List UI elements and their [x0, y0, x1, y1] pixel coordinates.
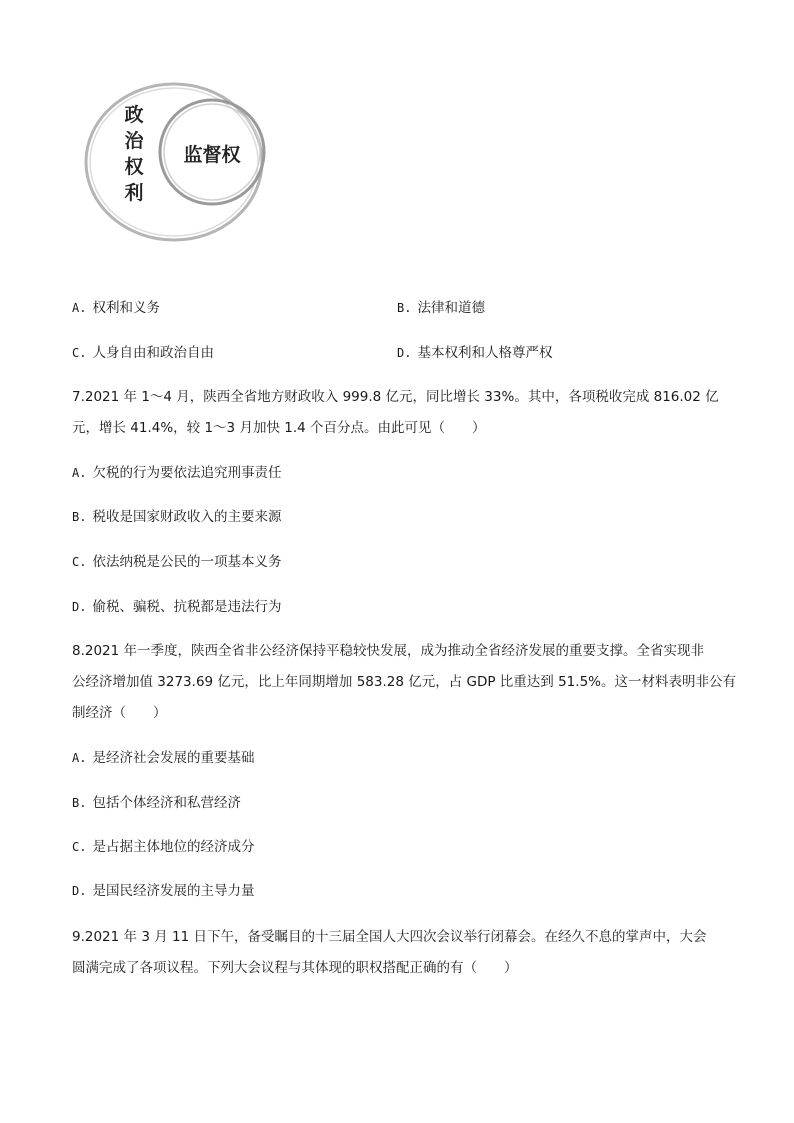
- label-char: 权: [124, 156, 144, 178]
- option-letter: A.: [72, 466, 87, 480]
- q7-option-a[interactable]: [72, 463, 281, 483]
- option-letter: D.: [72, 600, 87, 614]
- option-letter: B.: [72, 510, 87, 524]
- q9-stem-line1: 9.2021 年 3 月 11 日下午，备受瞩目的十三届全国人大四次会议举行闭幕会。在经久不息的掌声中，大会: [72, 929, 707, 945]
- q7-option-d[interactable]: [72, 597, 281, 617]
- option-text: 人身自由和政治自由: [92, 345, 214, 361]
- option-text: 欠税的行为要依法追究刑事责任: [92, 465, 282, 481]
- q8-option-a[interactable]: [72, 748, 254, 768]
- q8-stem-line2: 公经济增加值 3273.69 亿元，比上年同期增加 583.28 亿元，占 GDP 比重达到 51.5%。这一材料表明非公有: [72, 674, 736, 690]
- option-text: 依法纳税是公民的一项基本义务: [92, 554, 282, 570]
- label-char: 政: [124, 104, 144, 126]
- option-text: 是占据主体地位的经济成分: [92, 839, 255, 855]
- option-text: 基本权利和人格尊严权: [417, 345, 553, 361]
- q7-stem-line1: 7.2021 年 1～4 月，陕西全省地方财政收入 999.8 亿元，同比增长 33%。其中，各项税收完成 816.02 亿: [72, 389, 719, 405]
- option-letter: A.: [72, 301, 87, 315]
- option-text: 偷税、骗税、抗税都是违法行为: [92, 599, 282, 615]
- q6-option-a[interactable]: [72, 298, 160, 318]
- q6-option-d[interactable]: [397, 343, 552, 363]
- q6-option-b[interactable]: [397, 298, 485, 318]
- option-text: 是经济社会发展的重要基础: [92, 750, 255, 766]
- option-letter: C.: [72, 555, 87, 569]
- option-text: 税收是国家财政收入的主要来源: [92, 509, 282, 525]
- option-letter: B.: [397, 301, 412, 315]
- q7-option-c[interactable]: [72, 552, 281, 572]
- q7-stem-line2: 元，增长 41.4%，较 1～3 月加快 1.4 个百分点。由此可见（ ）: [72, 420, 486, 436]
- label-char: 治: [124, 130, 144, 152]
- q9-stem-line2: 圆满完成了各项议程。下列大会议程与其体现的职权搭配正确的有（ ）: [72, 960, 518, 976]
- political-rights-label: [122, 102, 146, 206]
- option-letter: C.: [72, 346, 87, 360]
- option-letter: B.: [72, 796, 87, 810]
- option-text: 包括个体经济和私营经济: [92, 795, 241, 811]
- q8-option-b[interactable]: [72, 793, 241, 813]
- option-text: 法律和道德: [417, 300, 485, 316]
- option-text: 是国民经济发展的主导力量: [92, 883, 255, 899]
- q7-option-b[interactable]: [72, 507, 281, 527]
- rights-diagram: [82, 80, 268, 244]
- q8-stem-line3: 制经济（ ）: [72, 705, 167, 721]
- option-letter: C.: [72, 840, 87, 854]
- q8-option-c[interactable]: [72, 837, 254, 857]
- option-letter: D.: [72, 884, 87, 898]
- supervision-right-label: 监督权: [183, 144, 241, 166]
- label-char: 利: [124, 182, 144, 204]
- option-letter: A.: [72, 751, 87, 765]
- q6-option-c[interactable]: [72, 343, 214, 363]
- option-text: 权利和义务: [92, 300, 160, 316]
- option-letter: D.: [397, 346, 412, 360]
- q8-option-d[interactable]: [72, 881, 254, 901]
- q8-stem-line1: 8.2021 年一季度，陕西全省非公经济保持平稳较快发展，成为推动全省经济发展的重要支撑。全省实现非: [72, 643, 705, 659]
